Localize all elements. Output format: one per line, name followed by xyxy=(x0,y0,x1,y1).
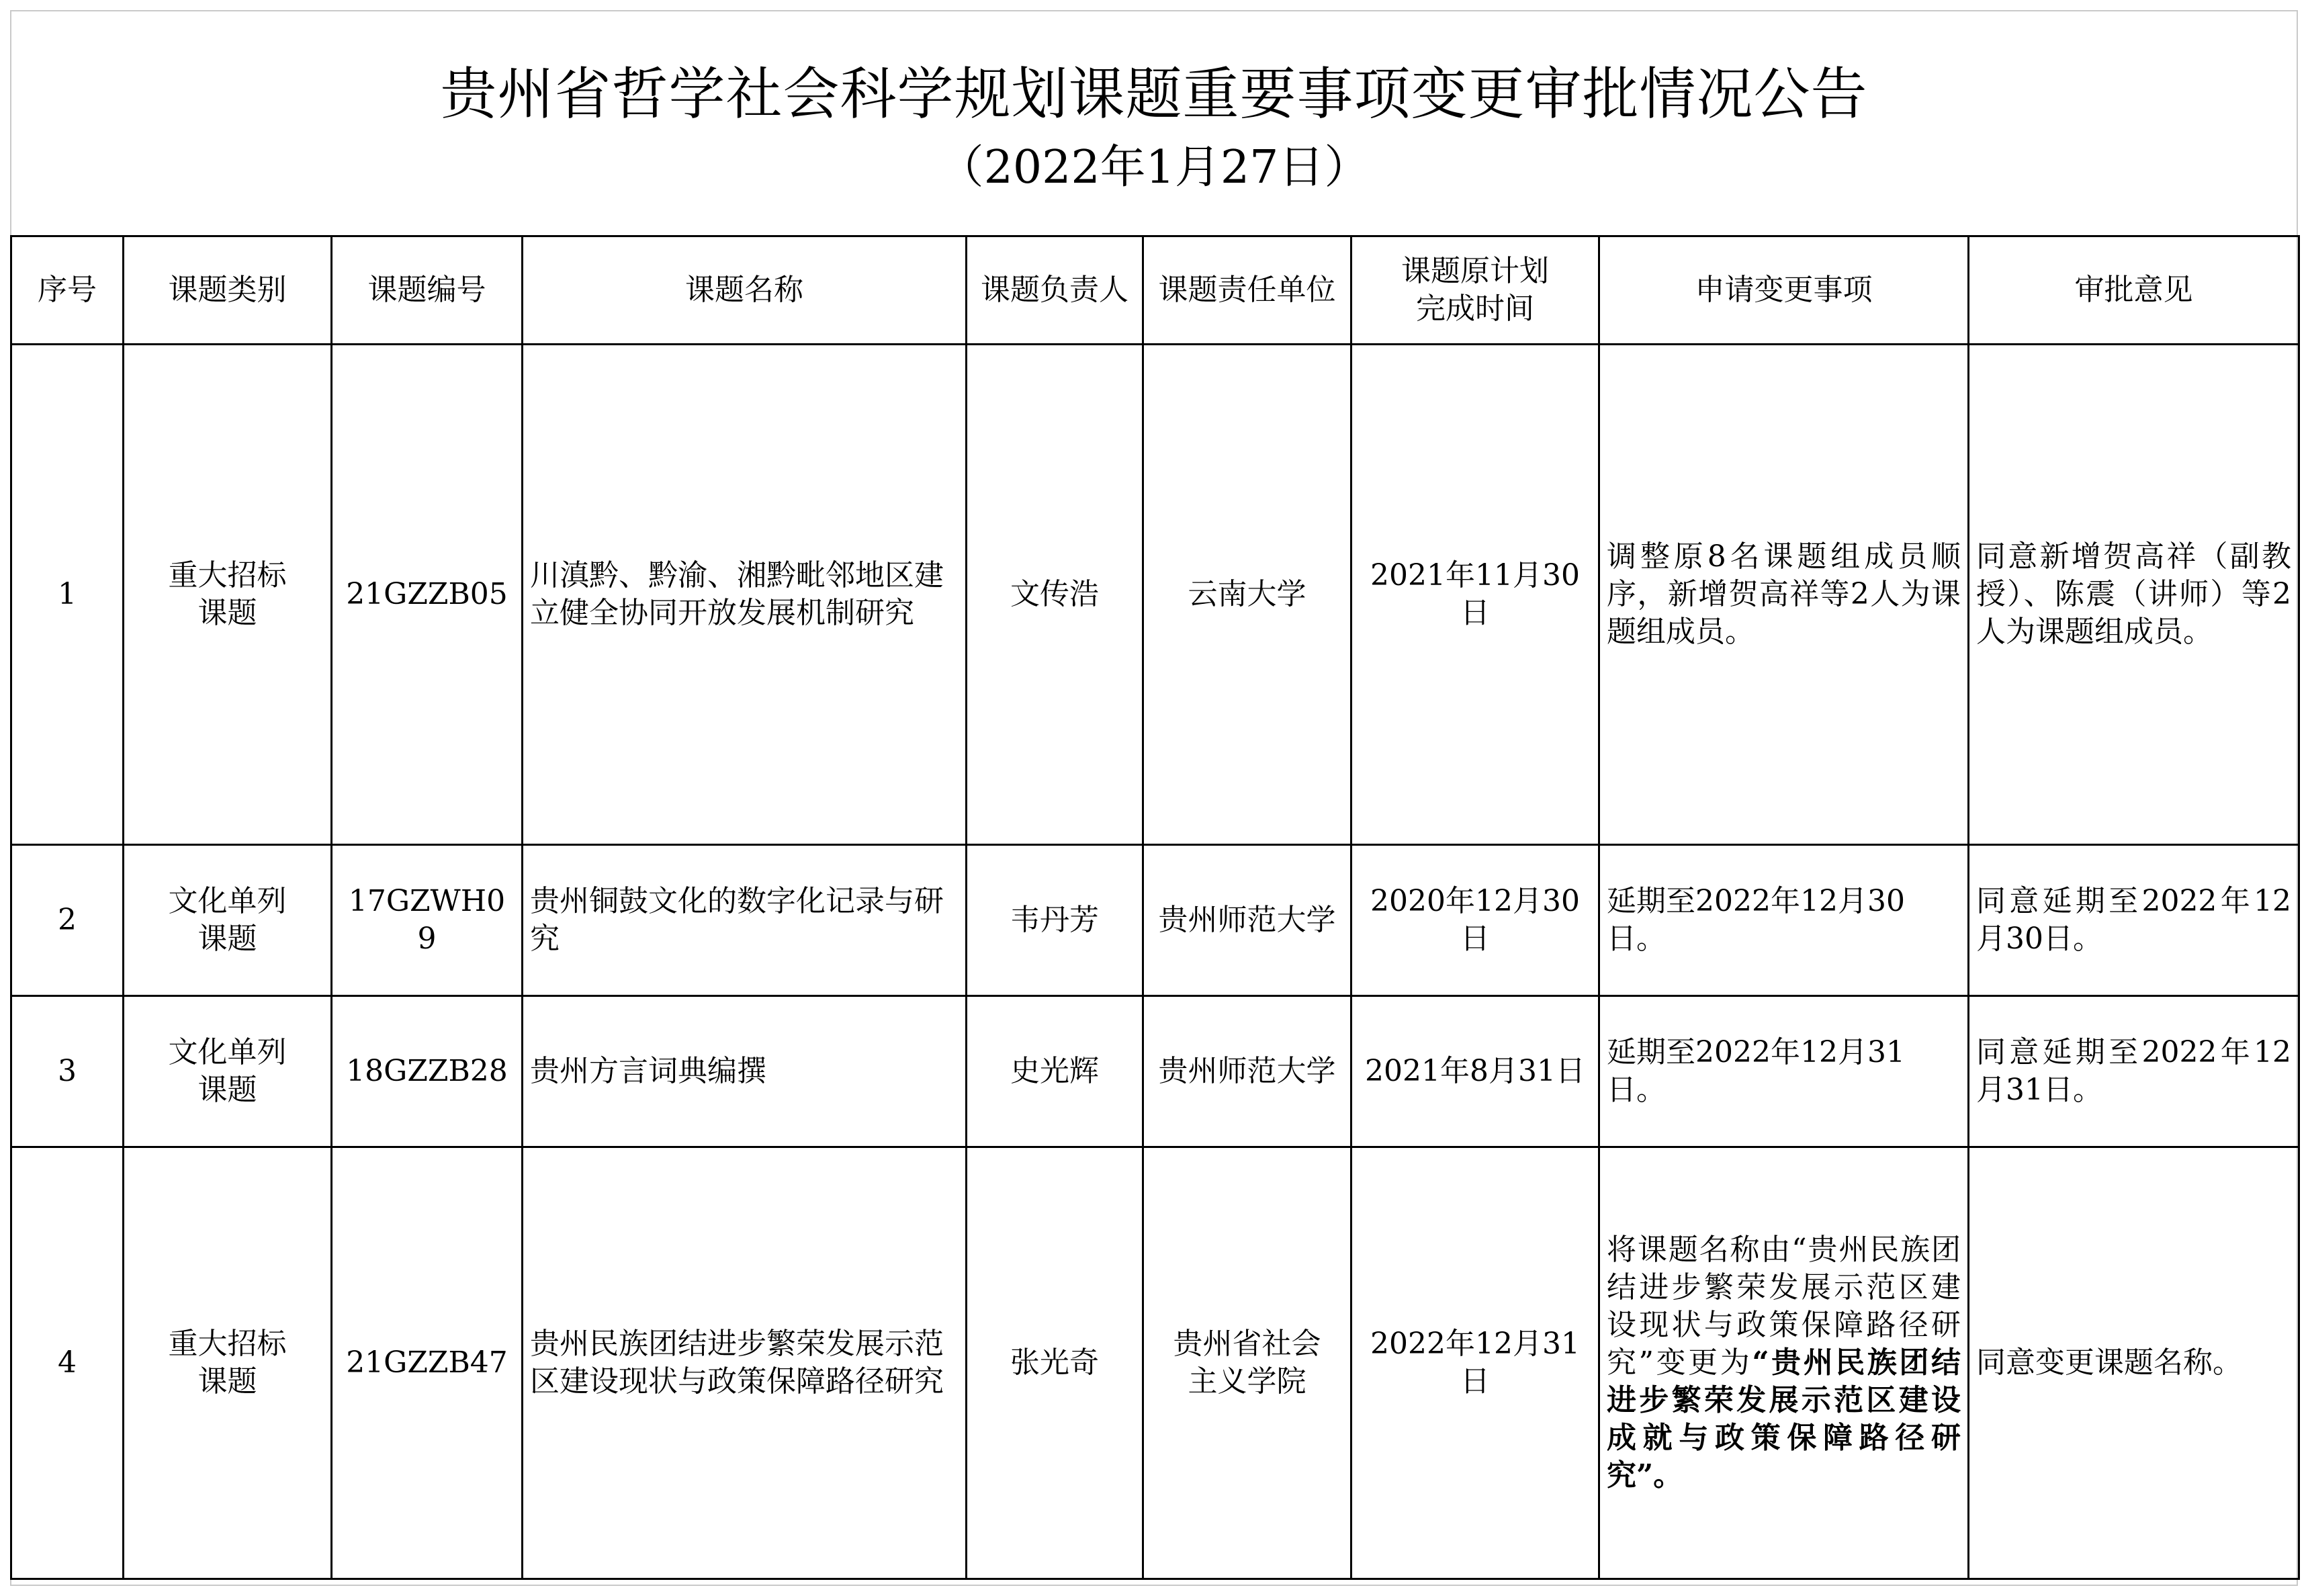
table-row xyxy=(11,845,2299,996)
cell-opinion: 同意延期至2022年12月31日。 xyxy=(1969,996,2299,1147)
cell-unit: 云南大学 xyxy=(1143,345,1351,845)
document-title: 贵州省哲学社会科学规划课题重要事项变更审批情况公告 xyxy=(440,61,1868,127)
header-row xyxy=(11,236,2299,345)
cell-name: 贵州民族团结进步繁荣发展示范区建设现状与政策保障路径研究 xyxy=(523,1147,967,1579)
cell-change: 延期至2022年12月31日。 xyxy=(1599,996,1969,1147)
cell-leader: 张光奇 xyxy=(967,1147,1143,1579)
header-name: 课题名称 xyxy=(523,236,967,345)
cell-code: 17GZWH09 xyxy=(332,845,523,996)
cell-seq: 4 xyxy=(11,1147,124,1579)
cell-deadline: 2021年11月30日 xyxy=(1351,345,1599,845)
table-row xyxy=(11,1147,2299,1579)
cell-change xyxy=(1599,1147,1969,1579)
header-category: 课题类别 xyxy=(124,236,332,345)
change-text-prefix: 将课题名称由“贵州民族团结进步繁荣发展示范区建设现状与政策保障路径研究”变更为 xyxy=(1607,1233,1961,1380)
header-opinion: 审批意见 xyxy=(1969,236,2299,345)
cell-code: 21GZZB05 xyxy=(332,345,523,845)
cell-code: 18GZZB28 xyxy=(332,996,523,1147)
title-block xyxy=(10,54,2298,202)
cell-name: 贵州方言词典编撰 xyxy=(523,996,967,1147)
document-date: （2022年1月27日） xyxy=(938,141,1370,194)
cell-unit: 贵州师范大学 xyxy=(1143,996,1351,1147)
cell-change: 调整原8名课题组成员顺序，新增贺高祥等2人为课题组成员。 xyxy=(1599,345,1969,845)
cell-name: 贵州铜鼓文化的数字化记录与研究 xyxy=(523,845,967,996)
cell-deadline: 2020年12月30日 xyxy=(1351,845,1599,996)
cell-category: 重大招标 课题 xyxy=(124,1147,332,1579)
cell-leader: 文传浩 xyxy=(967,345,1143,845)
cell-seq: 3 xyxy=(11,996,124,1147)
cell-deadline: 2021年8月31日 xyxy=(1351,996,1599,1147)
cell-category: 文化单列 课题 xyxy=(124,845,332,996)
cell-category: 文化单列 课题 xyxy=(124,996,332,1147)
approval-table xyxy=(10,235,2300,1580)
header-change: 申请变更事项 xyxy=(1599,236,1969,345)
cell-code: 21GZZB47 xyxy=(332,1147,523,1579)
header-deadline: 课题原计划 完成时间 xyxy=(1351,236,1599,345)
cell-opinion: 同意延期至2022年12月30日。 xyxy=(1969,845,2299,996)
cell-unit: 贵州省社会 主义学院 xyxy=(1143,1147,1351,1579)
change-text-new-title: “贵州民族团结进步繁荣发展示范区建设成就与政策保障路径研究”。 xyxy=(1607,1345,1961,1493)
table-row xyxy=(11,996,2299,1147)
cell-change: 延期至2022年12月30日。 xyxy=(1599,845,1969,996)
cell-seq: 1 xyxy=(11,345,124,845)
cell-opinion: 同意新增贺高祥（副教授）、陈震（讲师）等2人为课题组成员。 xyxy=(1969,345,2299,845)
header-unit: 课题责任单位 xyxy=(1143,236,1351,345)
header-seq: 序号 xyxy=(11,236,124,345)
cell-leader: 韦丹芳 xyxy=(967,845,1143,996)
cell-seq: 2 xyxy=(11,845,124,996)
cell-leader: 史光辉 xyxy=(967,996,1143,1147)
cell-opinion: 同意变更课题名称。 xyxy=(1969,1147,2299,1579)
cell-deadline: 2022年12月31日 xyxy=(1351,1147,1599,1579)
cell-category: 重大招标 课题 xyxy=(124,345,332,845)
cell-unit: 贵州师范大学 xyxy=(1143,845,1351,996)
cell-name: 川滇黔、黔渝、湘黔毗邻地区建立健全协同开放发展机制研究 xyxy=(523,345,967,845)
table-row xyxy=(11,345,2299,845)
header-code: 课题编号 xyxy=(332,236,523,345)
header-leader: 课题负责人 xyxy=(967,236,1143,345)
